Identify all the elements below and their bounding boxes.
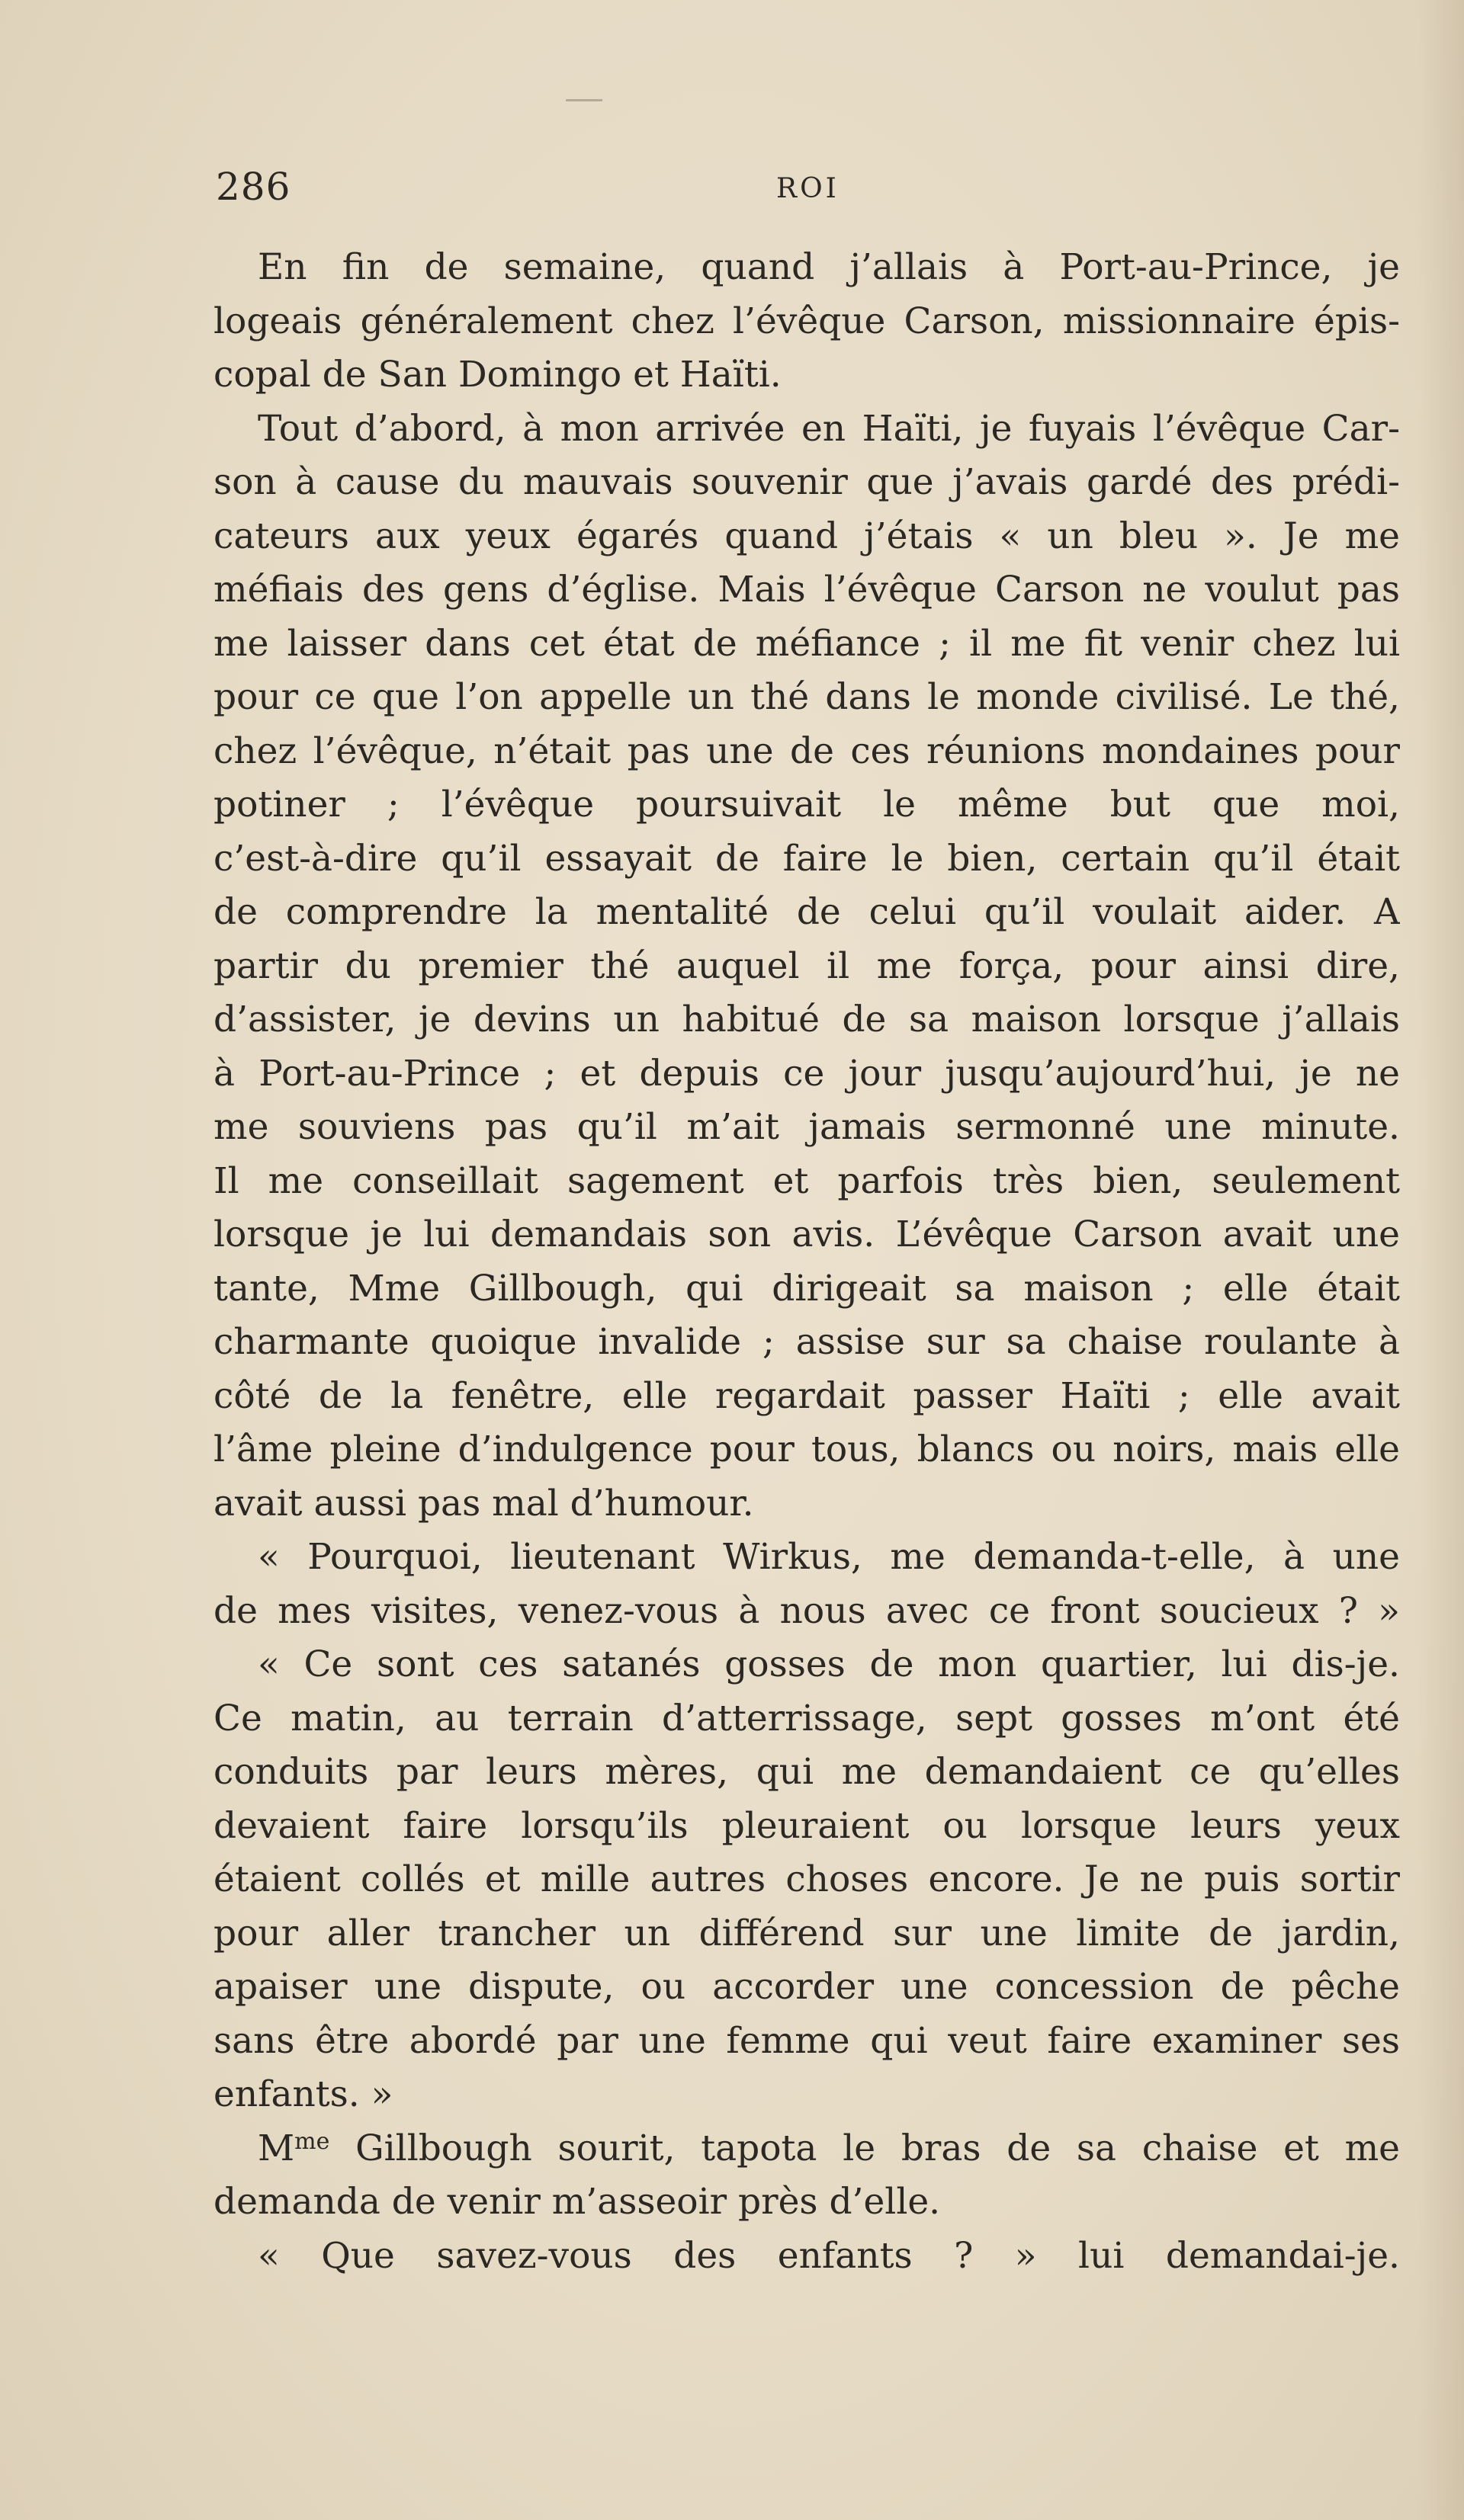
text-line: l’âme pleine d’indulgence pour tous, blancs ou noirs, mais elle [214, 1428, 1400, 1470]
body-text [214, 241, 1400, 2283]
text-line: « Pourquoi, lieutenant Wirkus, me demanda-t-elle, à une [258, 1536, 1400, 1578]
text-line: pour aller trancher un différend sur une limite de jardin, [214, 1912, 1400, 1954]
paper-mark [566, 99, 602, 101]
text-line: charmante quoique invalide ; assise sur sa chaise roulante à [214, 1321, 1400, 1363]
text-line: cateurs aux yeux égarés quand j’étais « un bleu ». Je me [214, 515, 1400, 557]
text-line: pour ce que l’on appelle un thé dans le monde civilisé. Le thé, [214, 676, 1400, 718]
text-line: chez l’évêque, n’était pas une de ces réunions mondaines pour [214, 729, 1400, 772]
text-line: d’assister, je devins un habitué de sa maison lorsque j’allais [214, 999, 1400, 1040]
text-line: avait aussi pas mal d’humour. [214, 1482, 754, 1525]
page-number: 286 [216, 165, 291, 209]
text-line: partir du premier thé auquel il me força, pour ainsi dire, [214, 944, 1400, 987]
text-line: enfants. » [214, 2073, 393, 2115]
text-line: méfiais des gens d’église. Mais l’évêque Carson ne voulut pas [214, 569, 1400, 611]
text-line: demanda de venir m’asseoir près d’elle. [214, 2181, 941, 2223]
text-line: Ce matin, au terrain d’atterrissage, sept gosses m’ont été [214, 1697, 1400, 1739]
text-line: de mes visites, venez-vous à nous avec ce front soucieux ? » [214, 1589, 1400, 1632]
running-title: ROI [776, 173, 840, 204]
text-line: apaiser une dispute, ou accorder une concession de pêche [214, 1966, 1400, 2008]
text-line: de comprendre la mentalité de celui qu’il voulait aider. A [214, 891, 1400, 933]
text-line: à Port-au-Prince ; et depuis ce jour jusqu’aujourd’hui, je ne [214, 1052, 1400, 1095]
text-line: devaient faire lorsqu’ils pleuraient ou lorsque leurs yeux [214, 1804, 1400, 1847]
superscript-prefix: M [258, 2127, 295, 2169]
text-line: c’est-à-dire qu’il essayait de faire le bien, certain qu’il était [214, 837, 1400, 880]
text-line: En fin de semaine, quand j’allais à Port-au-Prince, je [258, 246, 1400, 288]
text-line: me souviens pas qu’il m’ait jamais sermonné une minute. [214, 1106, 1400, 1148]
text-line: copal de San Domingo et Haïti. [214, 354, 782, 396]
text-line: tante, Mme Gillbough, qui dirigeait sa maison ; elle était [214, 1267, 1400, 1310]
text-line: sans être abordé par une femme qui veut faire examiner ses [214, 2019, 1400, 2062]
text-line: Il me conseillait sagement et parfois très bien, seulement [214, 1159, 1400, 1202]
text-line: me laisser dans cet état de méfiance ; il me fit venir chez lui [214, 622, 1400, 665]
text-line-superscript [214, 2122, 1400, 2176]
text-line: étaient collés et mille autres choses encore. Je ne puis sortir [214, 1858, 1400, 1900]
superscript-rest: Gillbough sourit, tapota le bras de sa chaise et me [329, 2127, 1400, 2169]
page-edge-shadow [1418, 0, 1464, 2520]
text-line: Tout d’abord, à mon arrivée en Haïti, je fuyais l’évêque Car- [258, 407, 1400, 450]
text-line: conduits par leurs mères, qui me demandaient ce qu’elles [214, 1751, 1400, 1793]
text-line: logeais généralement chez l’évêque Carson, missionnaire épis- [214, 300, 1400, 342]
text-line: son à cause du mauvais souvenir que j’avais gardé des prédi- [214, 461, 1400, 503]
text-line: potiner ; l’évêque poursuivait le même but que moi, [214, 784, 1400, 826]
running-header [0, 160, 1464, 213]
text-line: « Que savez-vous des enfants ? » lui demandai-je. [258, 2234, 1400, 2277]
text-line: côté de la fenêtre, elle regardait passer Haïti ; elle avait [214, 1374, 1400, 1417]
superscript-me: me [294, 2127, 330, 2155]
text-line: lorsque je lui demandais son avis. L’évêque Carson avait une [214, 1214, 1400, 1255]
text-line: « Ce sont ces satanés gosses de mon quartier, lui dis-je. [258, 1643, 1400, 1685]
